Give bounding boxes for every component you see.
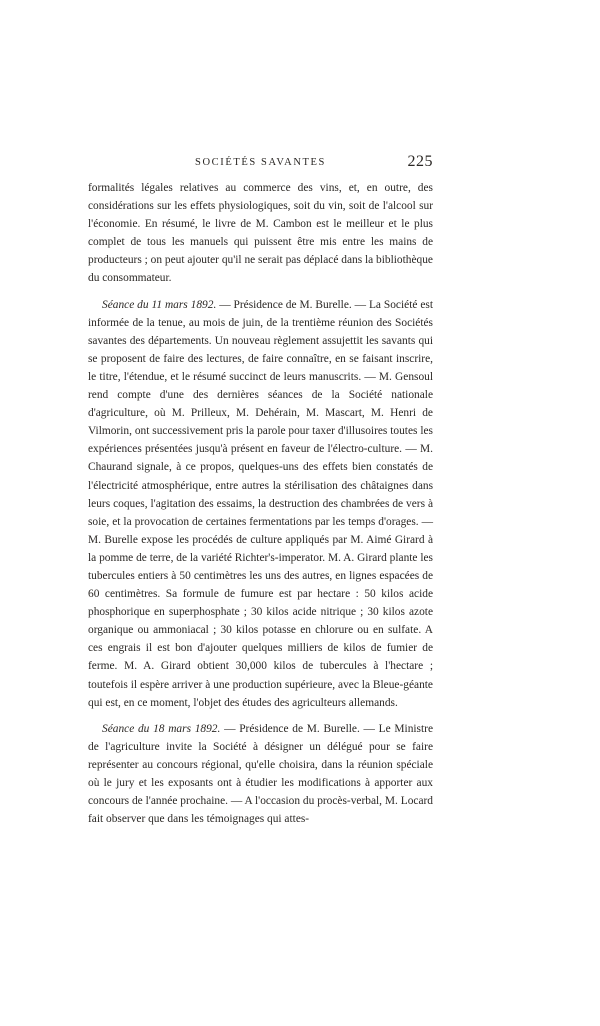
page-number: 225 xyxy=(407,153,433,170)
running-head xyxy=(88,151,433,175)
running-title: SOCIÉTÉS SAVANTES xyxy=(195,157,326,168)
paragraph-seance-18-mars xyxy=(88,720,433,829)
paragraph-text: — Présidence de M. Burelle. — La Société est informée de la tenue, au mois de juin, de la trentième réunion des Sociétés savantes des départements. Un nouveau règlement assujettit les savants qui se proposent de faire des lectures, de faire connaître, en se faisant inscrire, le titre, l'étendue, et le résumé succinct de leurs manuscrits. — M. Gensoul rend compte d'une des dernières séances de la Société nationale d'agriculture, où M. Prilleux, M. Dehérain, M. Mascart, M. Henri de Vilmorin, ont successivement pris la parole pour taxer d'illusoires toutes les expériences présentées jusqu'à présent en faveur de l'électro-culture. — M. Chaurand signale, à ce propos, quelques-uns des effets bien constatés de l'électricité atmosphérique, entre autres la stérilisation des châtaignes dans leurs coques, l'agitation des essaims, la destruction des chambrées de vers à soie, et la provocation de certaines fermentations par les temps d'orages. — M. Burelle expose les procédés de culture appliqués par M. Aimé Girard à la pomme de terre, de la variété Richter's-imperator. M. A. Girard plante les tubercules entiers à 50 centimètres les uns des autres, en lignes espacées de 60 centimètres. Sa formule de fumure est par hectare : 50 kilos acide phosphorique en superphosphate ; 30 kilos acide nitrique ; 30 kilos azote organique ou ammoniacal ; 30 kilos potasse en chlorure ou en sulfate. A ces engrais il est bon d'ajouter quelques milliers de kilos de fumier de ferme. M. A. Girard obtient 30,000 kilos de tubercules à l'hectare ; toutefois il espère arriver à une production supérieure, avec la Bleue-géante qui est, en ce moment, l'objet des études des agriculteurs allemands. xyxy=(88,298,434,709)
paragraph-text: — Présidence de M. Burelle. — Le Ministre de l'agriculture invite la Société à désigner un délégué pour se faire représenter au concours régional, qu'elle choisira, dans la réunion spéciale où le jury et les exposants ont à étudier les modifications à apporter aux concours de l'année prochaine. — A l'occasion du procès-verbal, M. Locard fait observer que dans les témoignages qui attes- xyxy=(88,722,433,826)
seance-date: Séance du 18 mars 1892. xyxy=(102,722,221,735)
paragraph-seance-11-mars xyxy=(88,296,433,712)
paragraph-continuation xyxy=(88,179,433,288)
body-text xyxy=(88,179,433,828)
seance-date: Séance du 11 mars 1892. xyxy=(102,298,217,311)
paragraph-text: formalités légales relatives au commerce des vins, et, en outre, des considérations sur les effets physiologiques, soit du vin, soit de l'alcool sur l'économie. En résumé, le livre de M. Cambon est le meilleur et le plus complet de tous les manuels qui puissent être mis entre les mains de producteurs ; on peut ajouter qu'il ne serait pas déplacé dans la bibliothèque du consommateur. xyxy=(88,182,433,285)
